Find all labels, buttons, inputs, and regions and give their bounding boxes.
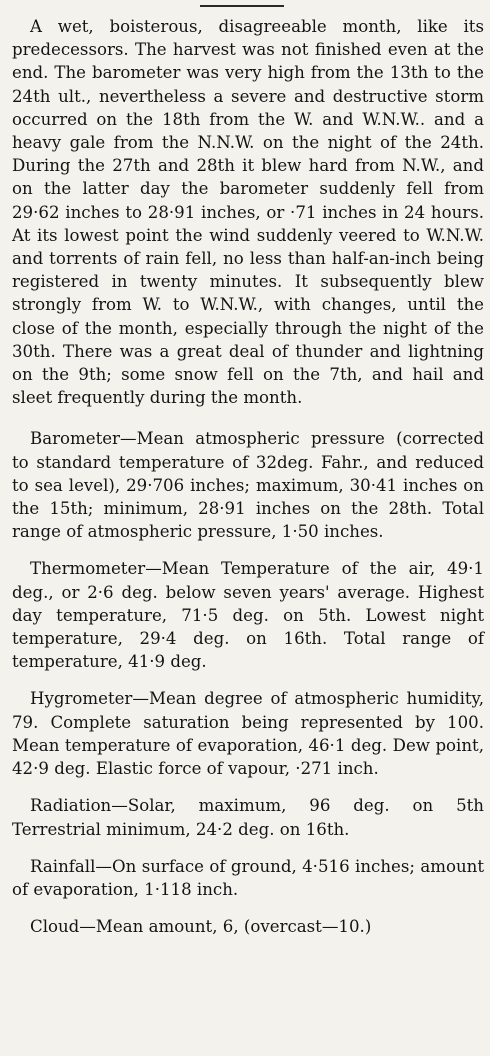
top-divider-rule	[200, 5, 284, 7]
radiation-paragraph: Radiation—Solar, maximum, 96 deg. on 5th Terrestrial minimum, 24·2 deg. on 16th.	[12, 796, 484, 839]
barometer-paragraph: Barometer—Mean atmospheric pressure (corrected to standard temperature of 32deg. Fahr., and reduced to sea level), 29·706 inches; maximum, 30·41 inches on the 15th; minimum, 28·91 inches on the 28th. Total range of atmospheric pressure, 1·50 inches.	[12, 429, 484, 542]
intro-paragraph: A wet, boisterous, disagreeable month, like its predecessors. The harvest was not finished even at the end. The barometer was very high from the 13th to the 24th ult., nevertheless a severe and destructive storm occurred on the 18th from the W. and W.N.W.. and a heavy gale from the N.N.W. on the night of the 24th. During the 27th and 28th it blew hard from N.W., and on the latter day the barometer suddenly fell from 29·62 inches to 28·91 inches, or ·71 inches in 24 hours. At its lowest point the wind suddenly veered to W.N.W. and torrents of rain fell, no less than half-an-inch being registered in twenty minutes. It subsequently blew strongly from W. to W.N.W., with changes, until the close of the month, especially through the night of the 30th. There was a great deal of thunder and lightning on the 9th; some snow fell on the 7th, and hail and sleet frequently during the month.	[12, 17, 484, 408]
rainfall-paragraph: Rainfall—On surface of ground, 4·516 inches; amount of evaporation, 1·118 inch.	[12, 856, 484, 899]
hygrometer-paragraph: Hygrometer—Mean degree of atmospheric humidity, 79. Complete saturation being represented by 100. Mean temperature of evaporation, 46·1 deg. Dew point, 42·9 deg. Elastic force of vapour, ·271 inch.	[12, 689, 484, 779]
cloud-paragraph: Cloud—Mean amount, 6, (overcast—10.)	[30, 917, 372, 937]
thermometer-paragraph: Thermometer—Mean Temperature of the air, 49·1 deg., or 2·6 deg. below seven years' average. Highest day temperature, 71·5 deg. on 5th. Lowest night temperature, 29·4 deg. on 16th. Total range of temperature, 41·9 deg.	[12, 559, 484, 672]
